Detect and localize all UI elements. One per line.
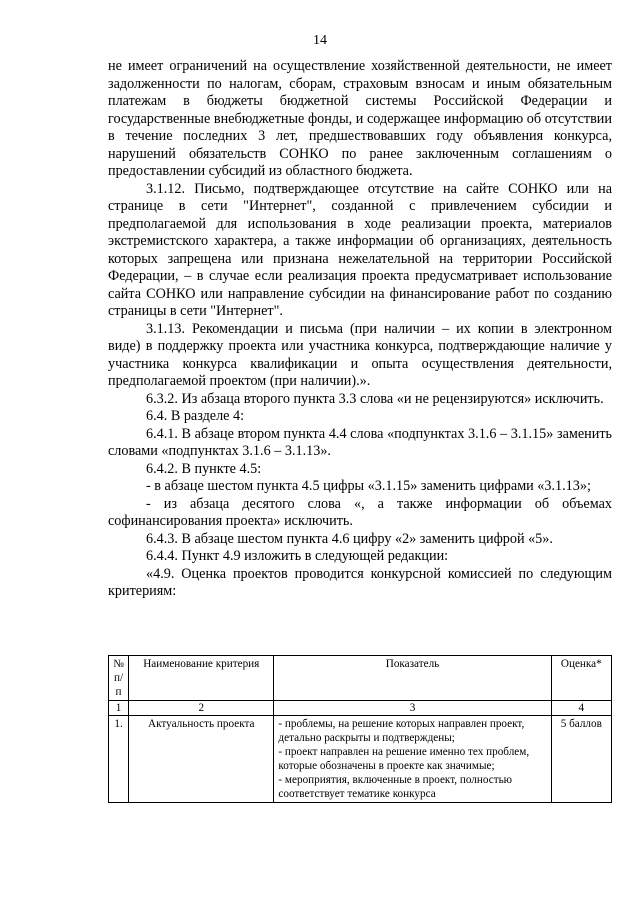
header-indicator: Показатель [274, 656, 551, 701]
paragraph: не имеет ограничений на осуществление хозяйственной деятельности, не имеет задолженности по налогам, сборам, страховым взносам и иным обязательным платежам в бюджеты бюджетной системы Российской Федерации и государственные внебюджетные фонды, и содержащее информацию об отсутствии в течение последних 3 лет, предшествовавших году объявления конкурса, нарушений обязательств СОНКО по ранее заключенным соглашениям о предоставлении субсидий из областного бюджета. [108, 58, 612, 179]
header-number: № п/п [109, 656, 129, 701]
row-number: 1. [109, 716, 129, 803]
indicator-list [274, 716, 551, 803]
paragraph: 6.4.2. В пункте 4.5: [146, 460, 262, 477]
indicator-item: - проект направлен на решение именно тех проблем, которые обозначены в проекте как значимые; [278, 746, 530, 772]
paragraph: 6.4.3. В абзаце шестом пункта 4.6 цифру «2» заменить цифрой «5». [146, 530, 553, 547]
paragraph: «4.9. Оценка проектов проводится конкурсной комиссией по следующим критериям: [108, 565, 612, 599]
indicator-item: - мероприятия, включенные в проект, полностью соответствует тематике конкурса [278, 774, 513, 800]
paragraph: 6.3.2. Из абзаца второго пункта 3.3 слова «и не рецензируются» исключить. [146, 390, 604, 407]
column-number: 1 [109, 701, 129, 716]
column-number: 2 [129, 701, 274, 716]
column-number: 3 [274, 701, 551, 716]
paragraph: 3.1.12. Письмо, подтверждающее отсутствие на сайте СОНКО или на странице в сети "Интернет", созданной с привлечением субсидии и предполагаемой для использования в ходе реализации проекта, материалов экстремистского характера, а также информации об организациях, деятельность которых запрещена или признана нежелательной на территории Российской Федерации, – в случае если реализация проекта предусматривает использование сайта СОНКО или направление субсидии на финансирование работ по созданию страницы в сети "Интернет". [108, 180, 612, 319]
paragraph: 3.1.13. Рекомендации и письма (при наличии – их копии в электронном виде) в поддержку проекта или участника конкурса, подтверждающие наличие у участника конкурса квалификации и опыта осуществления деятельности, предполагаемой проектом (при наличии).». [108, 320, 612, 389]
paragraph: - из абзаца десятого слова «, а также информации об объемах софинансирования проекта» исключить. [108, 495, 612, 529]
criterion-name: Актуальность проекта [129, 716, 274, 803]
column-number-row [109, 701, 612, 716]
paragraph: 6.4.1. В абзаце втором пункта 4.4 слова «подпунктах 3.1.6 – 3.1.15» заменить словами «подпунктах 3.1.6 – 3.1.13». [108, 425, 612, 459]
paragraph: 6.4.4. Пункт 4.9 изложить в следующей редакции: [146, 548, 449, 564]
criteria-table [108, 655, 612, 803]
table-header-row [109, 656, 612, 701]
table-row [109, 716, 612, 803]
score-value: 5 баллов [551, 716, 611, 803]
header-criterion: Наименование критерия [129, 656, 274, 701]
document-body [108, 58, 612, 601]
page-number: 14 [313, 33, 327, 48]
indicator-item: - проблемы, на решение которых направлен проект, детально раскрыты и подтверждены; [278, 718, 525, 744]
header-score: Оценка* [551, 656, 611, 701]
column-number: 4 [551, 701, 611, 716]
paragraph: 6.4. В разделе 4: [146, 408, 245, 424]
paragraph: - в абзаце шестом пункта 4.5 цифры «3.1.15» заменить цифрами «3.1.13»; [146, 478, 591, 494]
